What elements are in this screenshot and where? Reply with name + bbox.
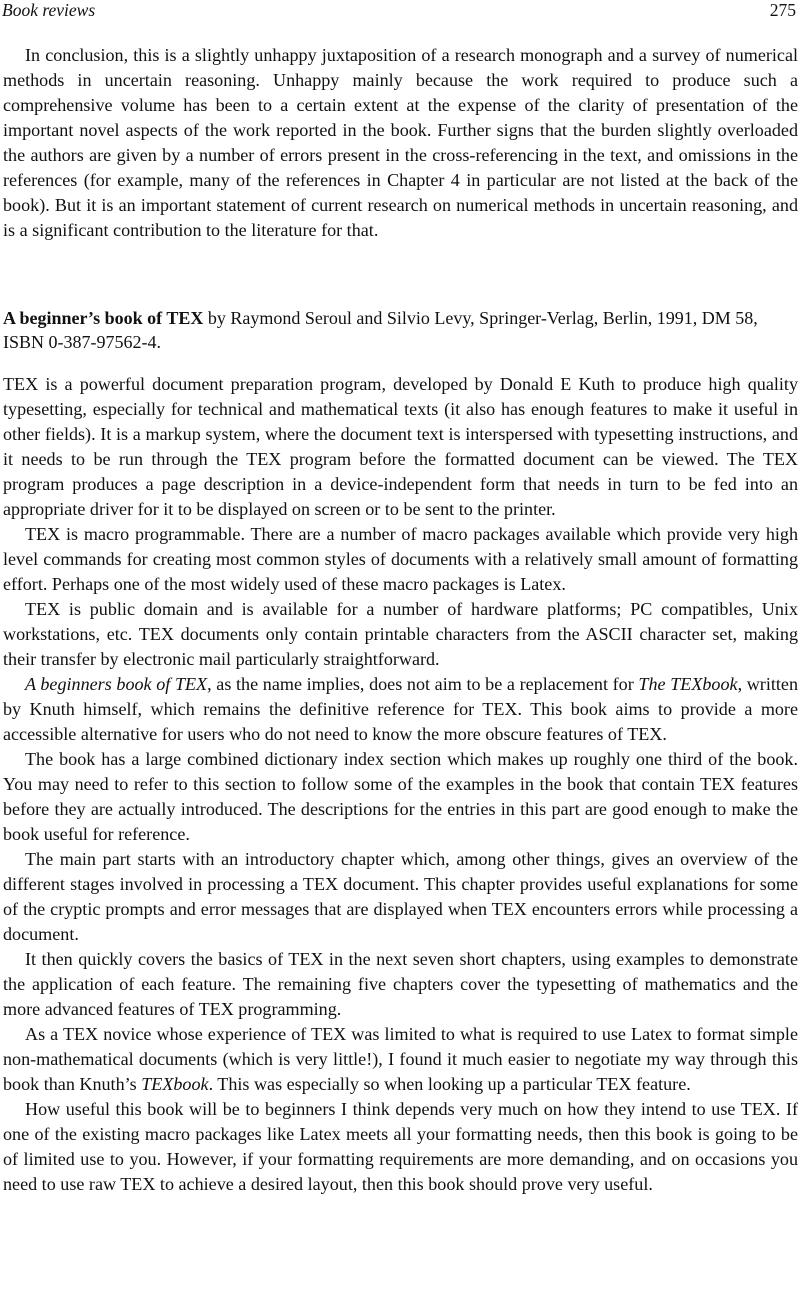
texbook-reference: TEXbook [141, 1074, 209, 1094]
book-title: A beginner’s book of TEX [3, 308, 204, 328]
review-body [3, 372, 798, 1197]
section-title: Book reviews [2, 0, 96, 20]
review-paragraph: TEX is public domain and is available for a number of hardware platforms; PC compatibles, Unix workstations, etc. TEX documents only contain printable characters from the ASCII character set, making their transfer by electronic mail particularly straightforward. [3, 599, 798, 669]
review-paragraph: How useful this book will be to beginners I think depends very much on how they intend to use TEX. If one of the existing macro packages like Latex meets all your formatting needs, then this book is going to be of limited use to you. However, if your formatting requirements are more demanding, and on occasions you need to use raw TEX to achieve a desired layout, then this book should prove very useful. [3, 1099, 798, 1194]
conclusion-paragraph: In conclusion, this is a slightly unhappy juxtaposition of a research monograph and a survey of numerical methods in uncertain reasoning. Unhappy mainly because the work required to produce such a comprehensive volume has been to a certain extent at the expense of the clarity of presentation of the important novel aspects of the work reported in the book. Further signs that the burden slightly overloaded the authors are given by a number of errors present in the cross-referencing in the text, and omissions in the references (for example, many of the references in Chapter 4 in particular are not listed at the back of the book). But it is an important statement of current research on numerical methods in uncertain reasoning, and is a significant contribution to the literature for that. [3, 45, 798, 240]
review-paragraph: A beginners book of TEX, as the name implies, does not aim to be a replacement for The TEXbook, written by Knuth himself, which remains the definitive reference for TEX. This book aims to provide a more accessible alternative for users who do not need to know the more obscure features of TEX. [3, 674, 798, 744]
review-paragraph: TEX is a powerful document preparation program, developed by Donald E Kuth to produce high quality typesetting, especially for technical and mathematical texts (it also has enough features to make it useful in other fields). It is a markup system, where the document text is interspersed with typesetting instructions, and it needs to be run through the TEX program before the formatted document can be viewed. The TEX program produces a page description in a device-independent form that needs in turn to be fed into an appropriate driver for it to be displayed on screen or to be sent to the printer. [3, 374, 798, 519]
book-title-italic: A beginners book of TEX [25, 674, 208, 694]
texbook-reference: The TEXbook [638, 674, 738, 694]
review-paragraph: TEX is macro programmable. There are a number of macro packages available which provide very high level commands for creating most common styles of documents with a relatively small amount of formatting effort. Perhaps one of the most widely used of these macro packages is Latex. [3, 524, 798, 594]
review-paragraph: As a TEX novice whose experience of TEX was limited to what is required to use Latex to format simple non-mathematical documents (which is very little!), I found it much easier to negotiate my way through this book than Knuth’s TEXbook. This was especially so when looking up a particular TEX feature. [3, 1024, 798, 1094]
review-heading [3, 306, 793, 354]
running-head [2, 0, 796, 23]
review-paragraph: The main part starts with an introductory chapter which, among other things, gives an overview of the different stages involved in processing a TEX document. This chapter provides useful explanations for some of the cryptic prompts and error messages that are displayed when TEX encounters errors while processing a document. [3, 849, 798, 944]
page-number: 275 [769, 0, 796, 20]
review-paragraph: It then quickly covers the basics of TEX in the next seven short chapters, using examples to demonstrate the application of each feature. The remaining five chapters cover the typesetting of mathematics and the more advanced features of TEX programming. [3, 949, 798, 1019]
review-paragraph: The book has a large combined dictionary index section which makes up roughly one third of the book. You may need to refer to this section to follow some of the examples in the book that contain TEX features before they are actually introduced. The descriptions for the entries in this part are good enough to make the book useful for reference. [3, 749, 798, 844]
book-citation: by Raymond Seroul and Silvio Levy, Springer-Verlag, Berlin, 1991, DM 58, ISBN 0-387-97562-4. [3, 308, 758, 352]
